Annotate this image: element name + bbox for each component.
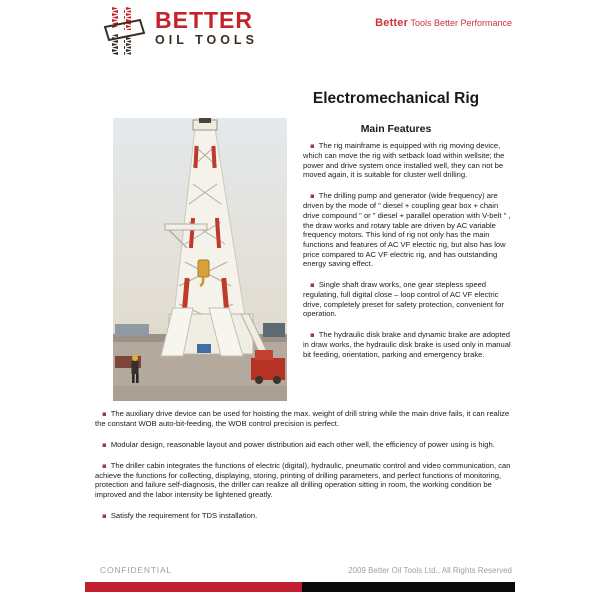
rig-photo bbox=[113, 118, 287, 401]
feature-item bbox=[95, 440, 512, 450]
logo-better-text: BETTER bbox=[155, 7, 253, 33]
tagline bbox=[375, 17, 512, 29]
tagline-rest: Tools Better Performance bbox=[408, 18, 512, 28]
bullet-icon: ▪ bbox=[102, 461, 107, 470]
footer-bar bbox=[85, 582, 515, 592]
bullet-icon: ▪ bbox=[310, 142, 315, 150]
logo-oil-tools-text: OIL TOOLS bbox=[155, 33, 258, 47]
feature-text: The hydraulic disk brake and dynamic brake are adopted in draw works, the hydraulic disk brake is used only in manual bit feeding, orientation, parking and emergency brake. bbox=[303, 330, 511, 359]
drill-bit-logo-icon bbox=[98, 7, 150, 57]
bullet-icon: ▪ bbox=[102, 440, 107, 449]
bullet-icon: ▪ bbox=[102, 511, 107, 520]
copyright-text: 2009 Better Oil Tools Ltd., All Rights Reserved bbox=[348, 566, 512, 575]
bullet-icon: ▪ bbox=[310, 331, 315, 340]
feature-text: Single shaft draw works, one gear stepless speed regulating, full digital close – loop control of AC VF electric drive, completely preset for safety protection, convenient for operation. bbox=[303, 280, 504, 319]
feature-list-full bbox=[95, 409, 512, 532]
feature-text: The auxiliary drive device can be used for hoisting the max. weight of drill string while the main drive fails, it can realize the constant WOB auto-bit-feeding, the WOB control precision is perfect. bbox=[95, 409, 510, 428]
confidential-label: CONFIDENTIAL bbox=[100, 565, 172, 575]
bullet-icon: ▪ bbox=[310, 192, 315, 201]
feature-list-side bbox=[303, 141, 514, 371]
feature-text: Modular design, reasonable layout and power distribution aid each other well, the efficiency of power using is high. bbox=[108, 439, 495, 449]
feature-item bbox=[303, 191, 514, 269]
feature-item bbox=[303, 141, 514, 180]
footer-bar-black bbox=[302, 582, 515, 592]
feature-item bbox=[303, 330, 514, 359]
feature-item bbox=[95, 409, 512, 429]
page-title: Electromechanical Rig bbox=[312, 90, 480, 107]
bullet-icon: ▪ bbox=[310, 281, 315, 290]
feature-item bbox=[303, 280, 514, 319]
feature-text: The drilling pump and generator (wide frequency) are driven by the mode of " diesel + coupling gear box + chain drive compound " or " diesel + parallel operation with V-belt " , the draw works and rotary table are driven by AC variable frequency motors. This kind of rig not only has the main functions and features of AC VF electric rig, but also has low price compared to AC VF electric rig, and has outstanding energy saving effect. bbox=[303, 191, 511, 269]
bullet-icon: ▪ bbox=[102, 410, 107, 418]
feature-text: The rig mainframe is equipped with rig moving device, which can move the rig with setback load within wellsite; the power and drive system once installed well, they can not be moved again, it is suitable for cluster well drilling. bbox=[303, 141, 505, 180]
footer-bar-red bbox=[85, 582, 302, 592]
tagline-lead: Better bbox=[375, 17, 409, 29]
feature-text: Satisfy the requirement for TDS installation. bbox=[108, 510, 258, 520]
section-subtitle: Main Features bbox=[360, 123, 432, 135]
feature-text: The driller cabin integrates the functions of electric (digital), hydraulic, pneumatic control and video communication, can achieve the functions for collecting, displaying, storing, printing of drilling parameters, and perfect functions of monitoring, protection and failure self-diagnosis, the driller can realize all drilling operation sitting in room, the working condition be improved and the labor intensity be lightened greatly. bbox=[95, 460, 511, 500]
feature-item bbox=[95, 511, 512, 521]
feature-item bbox=[95, 461, 512, 500]
logo-wordmark bbox=[155, 9, 258, 47]
